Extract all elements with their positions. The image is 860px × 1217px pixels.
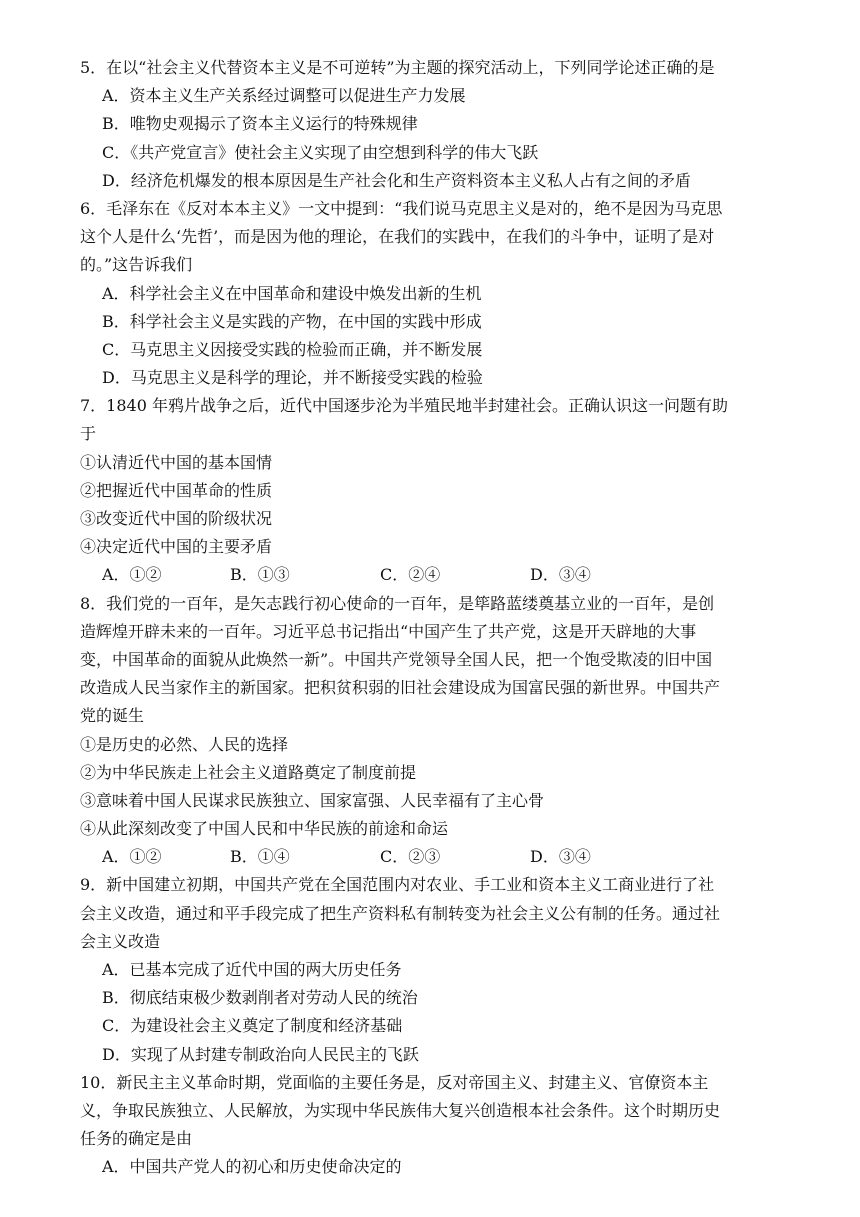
option-a: A．中国共产党人的初心和历史使命决定的	[102, 1157, 402, 1177]
statement-item: ①是历史的必然、人民的选择	[80, 734, 289, 754]
option-b: B．彻底结束极少数剥削者对劳动人民的统治	[102, 988, 418, 1008]
question-stem: 7．1840 年鸦片战争之后，近代中国逐步沦为半殖民地半封建社会。正确认识这一问题有助	[80, 396, 728, 416]
option-a: A．科学社会主义在中国革命和建设中焕发出新的生机	[102, 283, 482, 303]
choice-c: C．②④	[380, 565, 441, 585]
statement-item: ①认清近代中国的基本国情	[80, 452, 273, 472]
statement-item: ③改变近代中国的阶级状况	[80, 509, 273, 528]
option-b: B．唯物史观揭示了资本主义运行的特殊规律	[102, 114, 418, 134]
question-stem: 会主义改造，通过和平手段完成了把生产资料私有制转变为社会主义公有制的任务。通过社	[80, 903, 721, 923]
question-stem: 任务的确定是由	[80, 1129, 193, 1149]
statement-item: ②把握近代中国革命的性质	[80, 480, 273, 500]
question-stem: 5．在以“社会主义代替资本主义是不可逆转”为主题的探究活动上，下列同学论述正确的是	[80, 58, 715, 77]
option-a: A．资本主义生产关系经过调整可以促进生产力发展	[102, 86, 466, 106]
option-a: A．已基本完成了近代中国的两大历史任务	[102, 960, 402, 979]
statement-item: ④从此深刻改变了中国人民和中华民族的前途和命运	[80, 819, 449, 839]
option-b: B．科学社会主义是实践的产物，在中国的实践中形成	[102, 311, 482, 331]
question-stem: 9．新中国建立初期，中国共产党在全国范围内对农业、手工业和资本主义工商业进行了社	[80, 875, 715, 895]
question-stem: 于	[80, 424, 97, 444]
option-c: C．为建设社会主义奠定了制度和经济基础	[102, 1016, 403, 1036]
choice-a: A．①②	[102, 565, 162, 585]
question-stem: 这个人是什么‘先哲’，而是因为他的理论，在我们的实践中，在我们的斗争中，证明了是对	[80, 227, 715, 247]
option-c: C．马克思主义因接受实践的检验而正确，并不断发展	[102, 339, 483, 359]
question-9	[80, 871, 790, 1068]
option-d: D．经济危机爆发的根本原因是生产社会化和生产资料资本主义私人占有之间的矛盾	[102, 170, 691, 190]
choice-row	[80, 561, 790, 589]
question-stem: 6．毛泽东在《反对本本主义》一文中提到：“我们说马克思主义是对的，绝不是因为马克思	[80, 198, 723, 218]
question-stem: 变，中国革命的面貌从此焕然一新”。中国共产党领导全国人民，把一个饱受欺凌的旧中国	[80, 649, 713, 669]
choice-d: D．③④	[530, 847, 591, 867]
option-c: C．《共产党宣言》使社会主义实现了由空想到科学的伟大飞跃	[102, 142, 539, 162]
question-stem: 8．我们党的一百年，是矢志践行初心使命的一百年，是筚路蓝缕奠基立业的一百年，是创	[80, 593, 715, 613]
question-stem: 造辉煌开辟未来的一百年。习近平总书记指出“中国产生了共产党，这是开天辟地的大事	[80, 621, 697, 641]
statement-item: ③意味着中国人民谋求民族独立、国家富强、人民幸福有了主心骨	[80, 790, 545, 810]
choice-d: D．③④	[530, 565, 591, 585]
option-d: D．实现了从封建专制政治向人民民主的飞跃	[102, 1044, 419, 1064]
choice-row	[80, 843, 790, 871]
choice-c: C．②③	[380, 847, 441, 867]
statement-item: ②为中华民族走上社会主义道路奠定了制度前提	[80, 762, 417, 782]
statement-item: ④决定近代中国的主要矛盾	[80, 537, 273, 557]
exam-page	[80, 54, 790, 1182]
choice-b: B．①④	[230, 847, 290, 867]
question-7	[80, 392, 790, 589]
question-6	[80, 195, 790, 392]
question-stem: 会主义改造	[80, 931, 161, 951]
question-stem: 党的诞生	[80, 706, 145, 726]
question-stem: 的。”这告诉我们	[80, 255, 193, 275]
option-d: D．马克思主义是科学的理论，并不断接受实践的检验	[102, 368, 483, 388]
question-8	[80, 590, 790, 872]
choice-a: A．①②	[102, 847, 162, 867]
question-10	[80, 1069, 790, 1182]
question-stem: 10．新民主主义革命时期，党面临的主要任务是，反对帝国主义、封建主义、官僚资本主	[80, 1072, 709, 1092]
choice-b: B．①③	[230, 565, 290, 585]
question-5	[80, 54, 790, 195]
question-stem: 改造成人民当家作主的新国家。把积贫积弱的旧社会建设成为国富民强的新世界。中国共产	[80, 678, 721, 698]
question-stem: 义，争取民族独立、人民解放，为实现中华民族伟大复兴创造根本社会条件。这个时期历史	[80, 1100, 721, 1120]
